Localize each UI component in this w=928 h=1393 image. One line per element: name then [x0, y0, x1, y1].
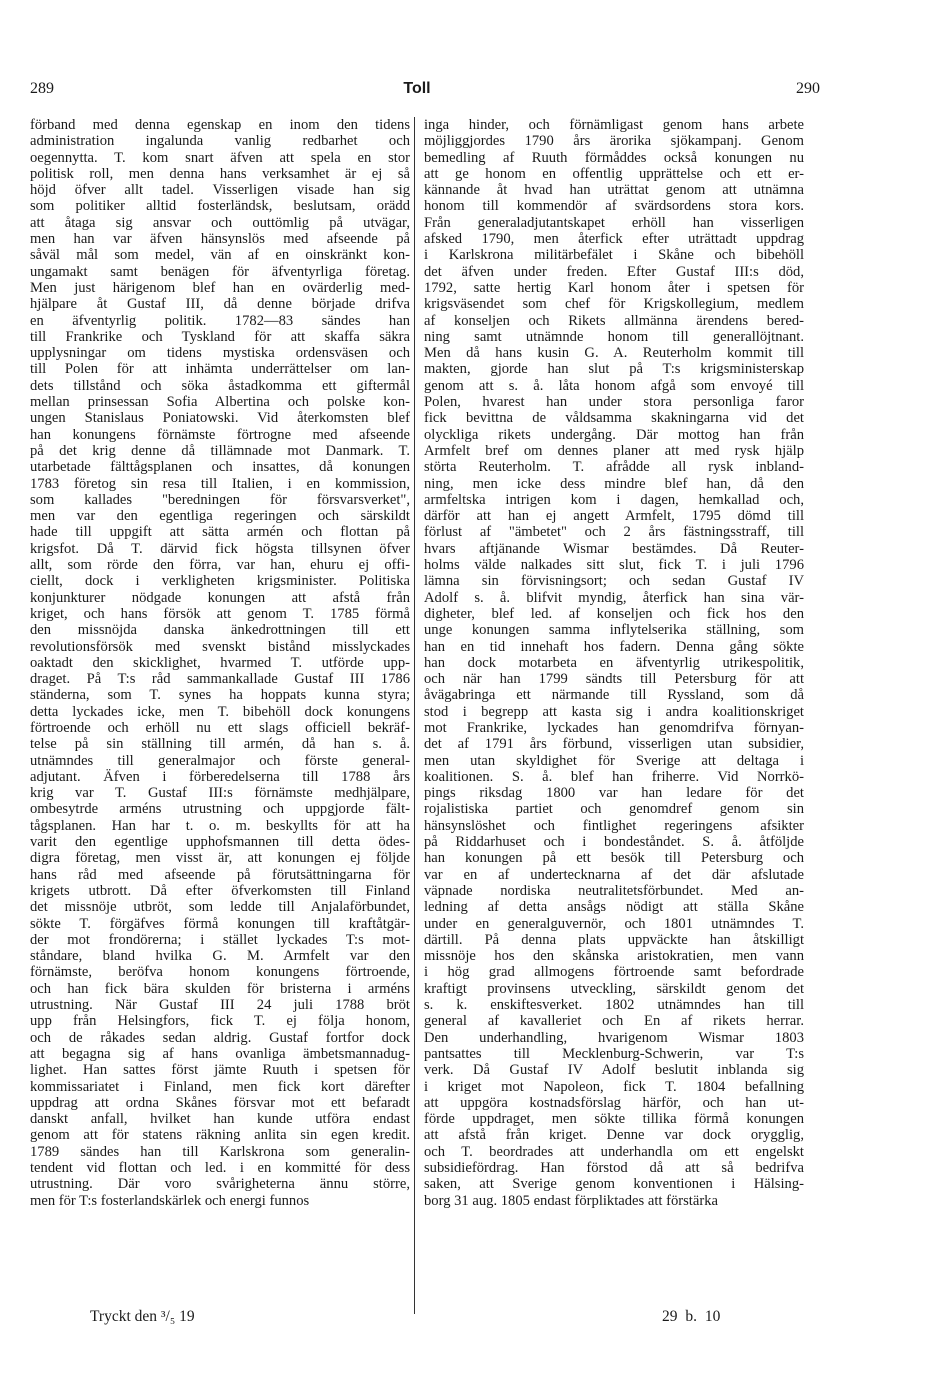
text-line: rojalistiska partiet och genomdref genom sin	[424, 801, 804, 818]
text-line: utrustning. Där voro svårigheterna ännu större,	[30, 1176, 410, 1193]
text-line: var en af undertecknarna af det där afslutade	[424, 866, 804, 883]
text-line: att ge honom en offentlig upprättelse och ett er-	[424, 165, 804, 182]
text-line: hänsynslöshet och fintlighet regeringens afsikter	[424, 817, 804, 834]
text-line: honom till kommendör af svärdsordens stora kors.	[424, 198, 804, 215]
text-line: pantsattes till Mecklenburg-Schwerin, var T:s	[424, 1045, 804, 1062]
text-line: holms välde nalkades sitt slut, fick T. i juli 1796	[424, 557, 804, 574]
text-line: borg 31 aug. 1805 endast förpliktades att förstärka	[424, 1192, 718, 1209]
text-line: ombesytrde arméns utrustning och uppgjorde fält-	[30, 801, 410, 818]
text-line: förtroende och erhöll nu ett slags officiell bekräf-	[30, 719, 410, 736]
text-line: utarbetade fälttågsplanen och insattes, då konungen	[30, 459, 410, 476]
text-line: han konungens förnämste förtrogne med afseende	[30, 426, 410, 443]
text-line: men för T:s fosterlandskärlek och energi funnos	[30, 1192, 310, 1209]
text-line: hjälpare åt Gustaf III, då denne började drifva	[30, 296, 410, 313]
text-line: i Karlskrona militärbefälet i Skåne och bibehöll	[424, 247, 804, 264]
text-line: Den underhandling, hvarigenom Wismar 1803	[424, 1029, 804, 1046]
text-line: missnöje hos den skånska aristokratien, men vann	[424, 948, 804, 965]
text-line: en äfventyrlig politik. 1782—83 sändes han	[30, 312, 410, 329]
text-line: 1783 företog sin resa till Italien, i en kommission,	[30, 475, 410, 492]
text-line: Men då hans kusin G. A. Reuterholm kommit till	[424, 345, 804, 362]
text-line: afsked 1790, men återfick efter uträttadt uppdrag	[424, 231, 804, 248]
text-line: stod i begrepp att kasta sig i andra koalitionskriget	[424, 703, 804, 720]
text-line: ungen Stanislaus Poniatowski. Vid återkomsten blef	[30, 410, 410, 427]
text-line: och när han 1799 sändts till Petersburg för att	[424, 671, 804, 688]
text-line: och han fick bära skulden för bristerna i arméns	[30, 980, 410, 997]
text-line: Armfelt bref om dennes planer att med rysk hjälp	[424, 442, 804, 459]
page-header	[0, 80, 928, 104]
text-line: därför att han ej angett Armfelt, 1795 dömd till	[424, 508, 804, 525]
text-line: varit den egentlige upphofsmannen till detta ödes-	[30, 834, 410, 851]
text-line: utrustning. När Gustaf III 24 juli 1788 bröt	[30, 997, 410, 1014]
text-line: lämna sin förvisningsort; och sedan Gustaf IV	[424, 573, 804, 590]
text-line: kännande åt hvad han uträttat genom att utnämna	[424, 182, 804, 199]
text-line: mot Frankrike, lyckades han genomdrifva förnyan-	[424, 719, 804, 736]
text-line: förde uppdraget, men sökte tillika förmå konungen	[424, 1111, 804, 1128]
text-line: koalitionen. S. å. blef han friherre. Vid Norrkö-	[424, 768, 804, 785]
text-line: åvägabringa ett närmande till Ryssland, som då	[424, 687, 804, 704]
text-line: administration ingalunda vanlig redbarhet och	[30, 133, 410, 150]
text-line: kraftigt provinsens utveckling, särskildt genom det	[424, 980, 804, 997]
text-line: förlust af "ämbetet" och 2 års fästningsstraff, till	[424, 524, 804, 541]
text-line: olyckliga rikets undergång. Där mottog han från	[424, 426, 804, 443]
text-line: dets tillstånd och söka åstadkomma ett giftermål	[30, 377, 410, 394]
text-line: saken, att Sverige genom konventionen i Hälsing-	[424, 1176, 804, 1193]
text-line: han dock motarbeta en äfventyrlig utrikespolitik,	[424, 654, 804, 671]
text-line: förband med denna egenskap en inom den tidens	[30, 117, 410, 133]
text-line: i kriget mot Napoleon, fick T. 1804 befallning	[424, 1078, 804, 1095]
text-line: danskt anfall, hvilket han kunde utföra endast	[30, 1111, 410, 1128]
page-footer	[0, 1308, 928, 1330]
text-line: hans råd med afseende på förutsättningarna för	[30, 866, 410, 883]
text-line: ungamakt samt benägen för äfventyrliga företag.	[30, 263, 410, 280]
text-line: oaktadt den skicklighet, hvarmed T. utförde upp-	[30, 654, 410, 671]
text-line: som politiker alltid fosterländsk, beslutsam, orädd	[30, 198, 410, 215]
text-line: bemedling af Ruuth förmåddes också konungen nu	[424, 149, 804, 166]
text-line: på Riddarhuset och i bondeståndet. S. å. åtföljde	[424, 834, 804, 851]
text-line: lighet. Han sattes först jämte Ruuth i spetsen för	[30, 1062, 410, 1079]
text-line: ning samt utnämnde honom till generallöjtnant.	[424, 328, 804, 345]
text-line: draget. På T:s råd sammankallade Gustaf III 1786	[30, 671, 410, 688]
text-line: den missnöjda danska änkedrottningen till ett	[30, 622, 410, 639]
text-line: han konungen på ett besök till Petersburg och	[424, 850, 804, 867]
text-line: af konseljen och Rikets allmänna ärendens bered-	[424, 312, 804, 329]
text-line: ning, men icke dess mindre blef han, då den	[424, 475, 804, 492]
text-line: upplysningar om tidens mystiska ordensväsen och	[30, 345, 410, 362]
text-line: detta lyckades icke, men T. bibehöll dock konungens	[30, 703, 410, 720]
text-line: krig var T. Gustaf III:s förnämste medhjälpare,	[30, 785, 410, 802]
signature-mark: 29 b. 10	[662, 1308, 721, 1325]
print-date: Tryckt den ³/₅ 19	[90, 1308, 195, 1325]
text-line: hvars aftjänande Wismar bestämdes. Då Reuter-	[424, 540, 804, 557]
text-line: som kallades "beredningen för försvarsverket",	[30, 491, 410, 508]
text-line: höjd öfver allt tadel. Visserligen visade han sig	[30, 182, 410, 199]
page-number-left: 289	[30, 80, 54, 97]
text-line: 1789 sändes han till Karlskrona som generalin-	[30, 1143, 410, 1160]
text-line: till Polen för att inhämta underrättelser om lan-	[30, 361, 410, 378]
text-line: unge konungen samma inflytelserika ställning, som	[424, 622, 804, 639]
text-line: förnämste, beröfva honom konungens förtroende,	[30, 964, 410, 981]
text-line: digra företag, men visst är, att konungen ej följde	[30, 850, 410, 867]
text-line: under en generalguvernör, och 1801 utnämndes T.	[424, 915, 804, 932]
left-text-column	[30, 117, 410, 1209]
text-line: men var den egentliga regeringen och särskildt	[30, 508, 410, 525]
text-line: såväl mål som medel, vän af en oinskränkt kon-	[30, 247, 410, 264]
text-line: oegennytta. T. kom snart äfven att spela en stor	[30, 149, 410, 166]
text-line: Adolf s. å. blifvit myndig, återfick han sina vär-	[424, 589, 804, 606]
page-number-right: 290	[796, 80, 820, 97]
text-line: det missnöje utbröt, som ledde till Anjalaförbundet,	[30, 899, 410, 916]
text-line: uppdrag att ordna Skånes försvar mot ett befaradt	[30, 1094, 410, 1111]
text-line: krigets utbrott. Då efter öfverkomsten till Finland	[30, 882, 410, 899]
text-line: mellan prinsessan Sofia Albertina och polske kon-	[30, 394, 410, 411]
text-line: att afstå från kriget. Denne var dock orygglig,	[424, 1127, 804, 1144]
text-line: s. k. enskiftesverket. 1802 utnämndes han till	[424, 997, 804, 1014]
text-line: väpnade nordiska neutralitetsförbundet. Med an-	[424, 882, 804, 899]
text-line: ledning af detta ansågs nödigt att ställa Skåne	[424, 899, 804, 916]
column-divider	[414, 117, 415, 1314]
right-text-column	[424, 117, 804, 1209]
text-line: subsidiefördrag. Han förstod då att så bedrifva	[424, 1160, 804, 1176]
text-line: pings riksdag 1800 var han ledare för det	[424, 785, 804, 802]
text-line: hade till uppgift att sätta armén och flottan på	[30, 524, 410, 541]
text-line: fick bevittna de våldsamma skakningarna vid det	[424, 410, 804, 427]
text-line: han en tid innehaft hos fadern. Denna gång sökte	[424, 638, 804, 655]
text-line: kriget, och hans försök att genom T. 1785 förmå	[30, 605, 410, 622]
text-line: der mot frondörerna; i stället lyckades T:s mot-	[30, 931, 410, 948]
text-line: möjliggjordes 1790 års ärorika sjökampanj. Genom	[424, 133, 804, 150]
text-line: i hög grad allmogens förtroende samt befordrade	[424, 964, 804, 981]
text-line: till Frankrike och Tyskland för att skaffa säkra	[30, 328, 410, 345]
text-line: genom att s. å. låta honom afgå som envoyé till	[424, 377, 804, 394]
text-line: men utan skyldighet för Sverige att deltaga i	[424, 752, 804, 769]
text-line: och de råkades sedan aldrig. Gustaf fortfor dock	[30, 1029, 410, 1046]
text-line: tendent vid flottan och led. i en kommitté för dess	[30, 1160, 410, 1176]
text-line: digheter, blef led. af konseljen och fick hos den	[424, 605, 804, 622]
text-line: krigsväsendet som chef för Krigskollegium, medlem	[424, 296, 804, 313]
text-line: därtill. På denna plats uppväckte han åtskilligt	[424, 931, 804, 948]
text-line: konjunkturer nödgade konungen att afstå från	[30, 589, 410, 606]
text-line: att åtaga sig ansvar och outtömlig på utvägar,	[30, 214, 410, 231]
text-line: upp från Helsingfors, fick T. ej följa honom,	[30, 1013, 410, 1030]
text-line: ciellt, dock i verkligheten krigsminister. Politiska	[30, 573, 410, 590]
text-line: 1792, satte hertig Karl honom åter i spetsen för	[424, 279, 804, 296]
running-title: Toll	[403, 80, 431, 97]
text-line: adjutant. Äfven i förberedelserna till 1788 års	[30, 768, 410, 785]
text-line: genom att för statens räkning anlita sin egen kredit.	[30, 1127, 410, 1144]
text-line: ständerna, som T. synes ha hoppats kunna styra;	[30, 687, 410, 704]
text-line: ståndare, bland hvilka G. M. Armfelt var den	[30, 948, 410, 965]
text-line: och T. beordrades att underhandla om ett engelskt	[424, 1143, 804, 1160]
text-line: krigsfot. Då T. därvid fick högsta tillsynen öfver	[30, 540, 410, 557]
text-line: verk. Då Gustaf IV Adolf beslutit inblanda sig	[424, 1062, 804, 1079]
text-line: politisk roll, men denna hans verksamhet är ej så	[30, 165, 410, 182]
text-line: revolutionsförsök med svenskt bistånd misslyckades	[30, 638, 410, 655]
text-line: makten, gjorde han slut på T:s krigsministerskap	[424, 361, 804, 378]
text-line: sökte T. förgäfves förmå konungen till kraftåtgär-	[30, 915, 410, 932]
text-line: telse på sin ställning till armén, då han s. å.	[30, 736, 410, 753]
text-line: inga hinder, och förnämligast genom hans arbete	[424, 117, 804, 133]
text-line: att uppgöra kostnadsförslag härför, och han ut-	[424, 1094, 804, 1111]
text-line: störta Reuterholm. T. afrådde all rysk inbland-	[424, 459, 804, 476]
text-line: allt, som rörde den förra, var han, ehuru ej offi-	[30, 557, 410, 574]
text-line: kommissariatet i Finland, men fick kort därefter	[30, 1078, 410, 1095]
text-line: Polen, hvarest han under stora personliga faror	[424, 394, 804, 411]
text-line: det af 1791 års förbund, visserligen utan subsidier,	[424, 736, 804, 753]
text-line: tågsplanen. Han har t. o. m. beskyllts för att ha	[30, 817, 410, 834]
text-line: Från generaladjutantskapet erhöll han visserligen	[424, 214, 804, 231]
text-line: general af kavalleriet och En af rikets herrar.	[424, 1013, 804, 1030]
text-line: det äfven under freden. Efter Gustaf III:s död,	[424, 263, 804, 280]
text-line: armfeltska intrigen kom i dagen, hemkallad och,	[424, 491, 804, 508]
text-line: utnämndes till generalmajor och förste general-	[30, 752, 410, 769]
text-line: på det krig denne då tillämnade mot Danmark. T.	[30, 442, 410, 459]
text-line: men han var äfven hänsynslös med afseende på	[30, 231, 410, 248]
text-line: att begagna sig af hans ovanliga ämbetsmannadug-	[30, 1045, 410, 1062]
text-line: Men just härigenom blef han en ovärderlig med-	[30, 279, 410, 296]
